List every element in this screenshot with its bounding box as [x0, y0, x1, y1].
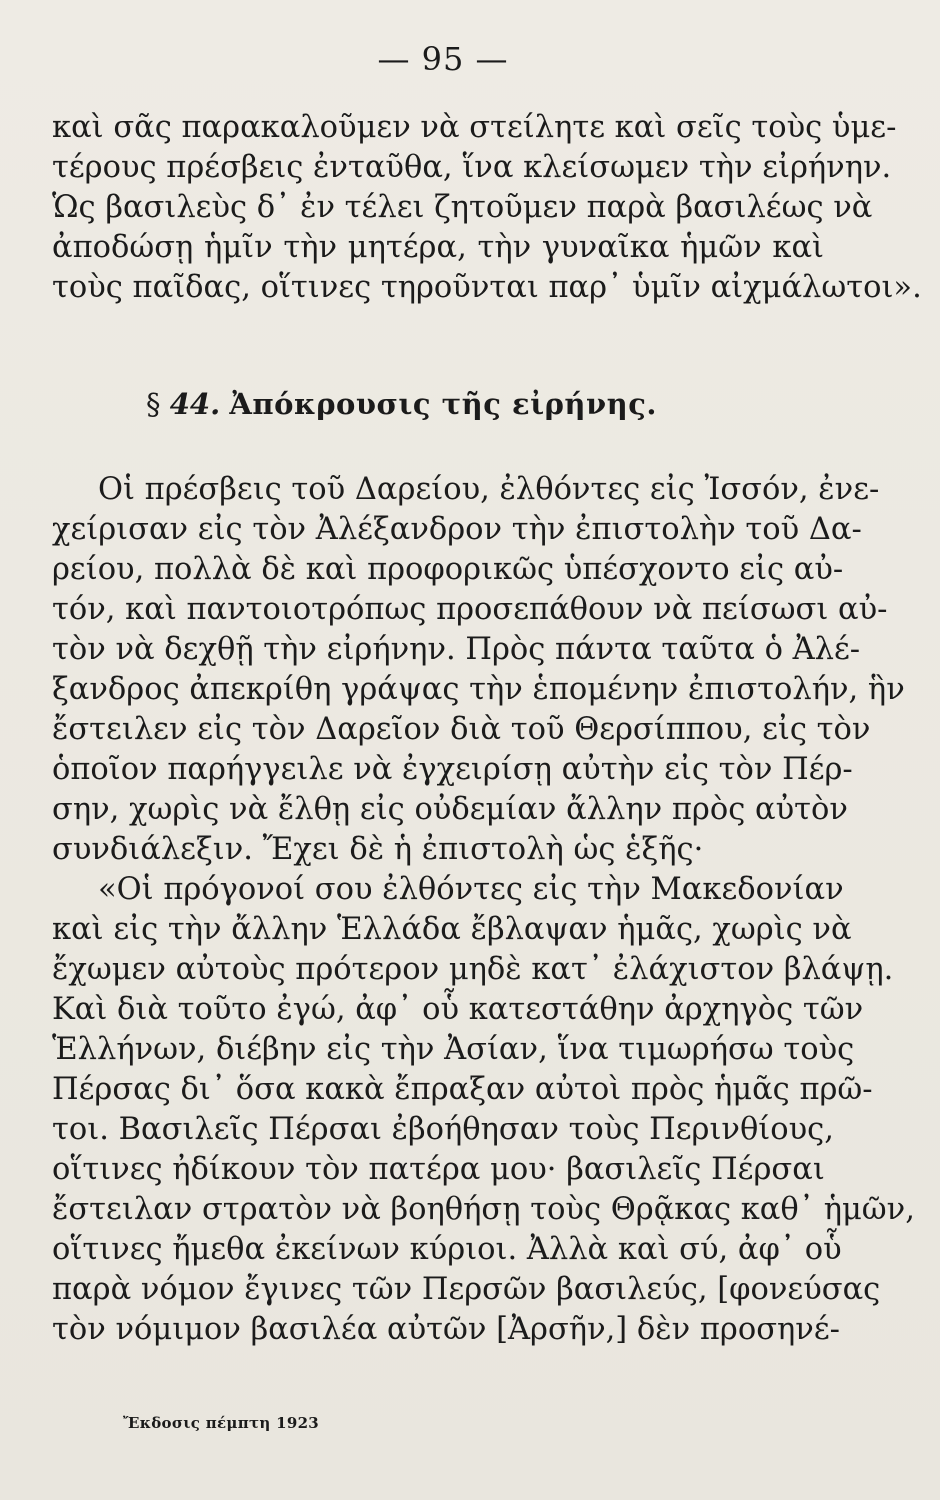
text-line: τόν, καὶ παντοιοτρόπως προσεπάθουν νὰ πείσωσι αὐ-: [52, 592, 888, 627]
text-line: ἔστειλαν στρατὸν νὰ βοηθήσῃ τοὺς Θρᾷκας καθ᾽ ἡμῶν,: [52, 1192, 915, 1227]
text-line: τὸν νὰ δεχθῇ τὴν εἰρήνην. Πρὸς πάντα ταῦτα ὁ Ἀλέ-: [52, 632, 861, 667]
text-line: ρείου, πολλὰ δὲ καὶ προφορικῶς ὑπέσχοντο εἰς αὐ-: [52, 552, 844, 587]
text-line: Οἱ πρέσβεις τοῦ Δαρείου, ἐλθόντες εἰς Ἰσσόν, ἐνε-: [98, 472, 880, 507]
text-line: τὸν νόμιμον βασιλέα αὐτῶν [Ἀρσῆν,] δὲν προσηνέ-: [52, 1312, 840, 1347]
page-number: — 95 —: [377, 40, 509, 78]
section-title: Ἀπόκρουσις τῆς εἰρήνης.: [229, 387, 657, 421]
edition-footnote: Ἔκδοσις πέμπτη 1923: [123, 1414, 320, 1432]
text-line: καὶ σᾶς παρακαλοῦμεν νὰ στείλητε καὶ σεῖς τοὺς ὑμε-: [52, 110, 897, 145]
text-line: τοὺς παῖδας, οἵτινες τηροῦνται παρ᾽ ὑμῖν αἰχμάλωτοι».: [52, 270, 922, 305]
text-line: χείρισαν εἰς τὸν Ἀλέξανδρον τὴν ἐπιστολὴν τοῦ Δα-: [52, 512, 862, 547]
text-line: Ἑλλήνων, διέβην εἰς τὴν Ἀσίαν, ἵνα τιμωρήσω τοὺς: [52, 1032, 855, 1067]
text-line: ἀποδώσῃ ἡμῖν τὴν μητέρα, τὴν γυναῖκα ἡμῶν καὶ: [52, 230, 824, 265]
text-line: τέρους πρέσβεις ἐνταῦθα, ἵνα κλείσωμεν τὴν εἰρήνην.: [52, 150, 892, 185]
section-sign: §: [146, 387, 161, 421]
text-line: τοι. Βασιλεῖς Πέρσαι ἐβοήθησαν τοὺς Περινθίους,: [52, 1112, 834, 1147]
text-line: Πέρσας δι᾽ ὅσα κακὰ ἔπραξαν αὐτοὶ πρὸς ἡμᾶς πρῶ-: [52, 1072, 873, 1107]
text-line: παρὰ νόμον ἔγινες τῶν Περσῶν βασιλεύς, [φονεύσας: [52, 1272, 881, 1307]
text-line: οἵτινες ἠδίκουν τὸν πατέρα μου· βασιλεῖς Πέρσαι: [52, 1152, 825, 1187]
text-line: ἔχωμεν αὐτοὺς πρότερον μηδὲ κατ᾽ ἐλάχιστον βλάψῃ.: [52, 952, 894, 987]
text-line: σην, χωρὶς νὰ ἔλθῃ εἰς οὐδεμίαν ἄλλην πρὸς αὐτὸν: [52, 792, 848, 827]
text-line: καὶ εἰς τὴν ἄλλην Ἑλλάδα ἔβλαψαν ἡμᾶς, χωρὶς νὰ: [52, 912, 852, 947]
text-line: ὁποῖον παρήγγειλε νὰ ἐγχειρίσῃ αὐτὴν εἰς τὸν Πέρ-: [52, 752, 853, 787]
section-number: 44.: [169, 387, 221, 421]
section-heading: [146, 387, 657, 421]
paragraph-1: [52, 108, 922, 308]
text-line: οἵτινες ἤμεθα ἐκείνων κύριοι. Ἀλλὰ καὶ σύ, ἀφ᾽ οὗ: [52, 1232, 842, 1267]
text-line: Καὶ διὰ τοῦτο ἐγώ, ἀφ᾽ οὗ κατεστάθην ἀρχηγὸς τῶν: [52, 992, 864, 1027]
paragraph-2: [52, 470, 915, 1350]
text-line: ξανδρος ἀπεκρίθη γράψας τὴν ἑπομένην ἐπιστολήν, ἣν: [52, 672, 905, 707]
text-line: «Οἱ πρόγονοί σου ἐλθόντες εἰς τὴν Μακεδονίαν: [98, 872, 844, 907]
text-line: συνδιάλεξιν. Ἔχει δὲ ἡ ἐπιστολὴ ὡς ἑξῆς·: [52, 832, 704, 867]
text-line: Ὡς βασιλεὺς δ᾽ ἐν τέλει ζητοῦμεν παρὰ βασιλέως νὰ: [52, 190, 873, 225]
text-line: ἔστειλεν εἰς τὸν Δαρεῖον διὰ τοῦ Θερσίππου, εἰς τὸν: [52, 712, 871, 747]
